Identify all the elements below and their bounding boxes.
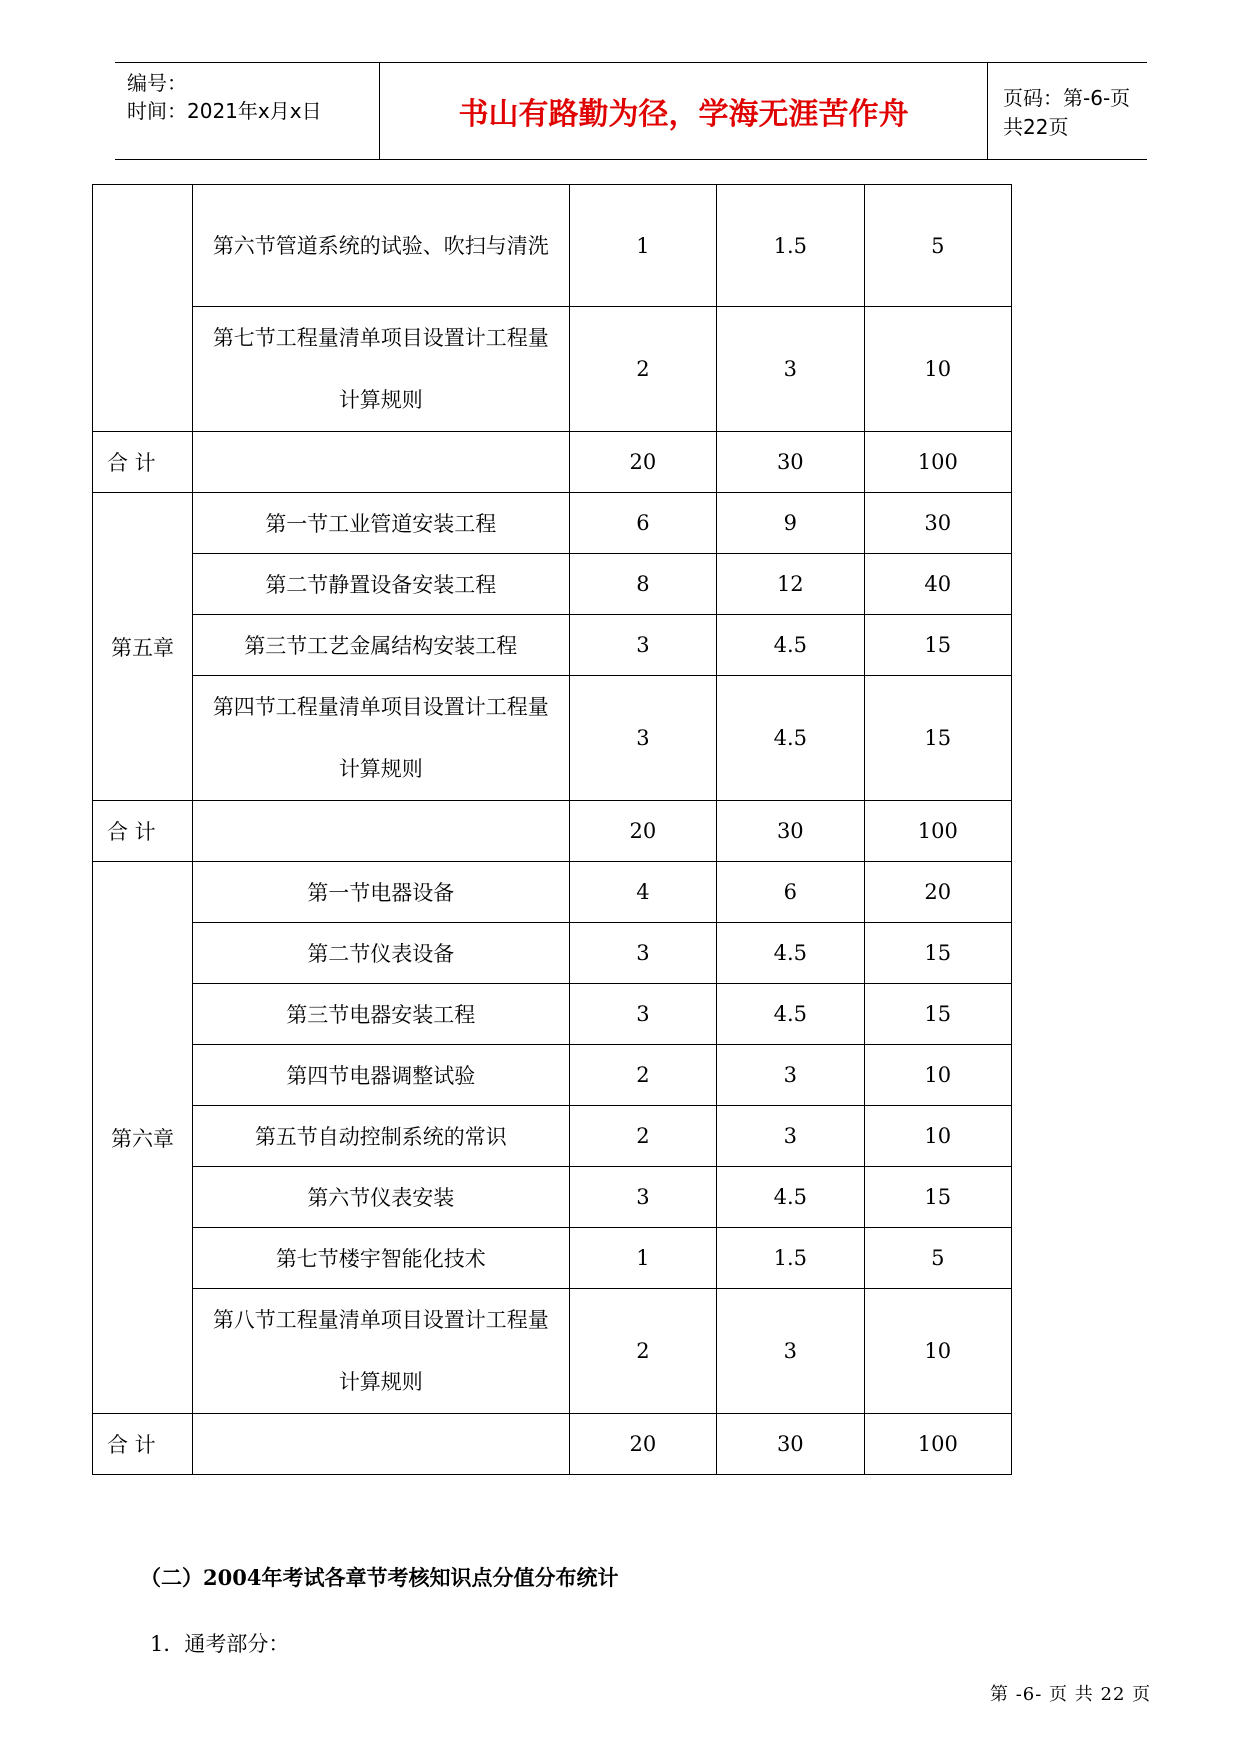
value-cell: 4 xyxy=(569,862,716,923)
value-cell: 30 xyxy=(717,1414,864,1475)
doc-number-label: 编号： xyxy=(127,71,187,95)
value-cell: 15 xyxy=(864,615,1011,676)
value-cell: 5 xyxy=(864,185,1011,307)
value-cell: 30 xyxy=(717,801,864,862)
total-label: 合 计 xyxy=(93,432,193,493)
value-cell: 2 xyxy=(569,1045,716,1106)
value-cell: 100 xyxy=(864,801,1011,862)
value-cell: 30 xyxy=(864,493,1011,554)
table-row xyxy=(93,1228,1012,1289)
value-cell: 15 xyxy=(864,676,1011,801)
header-divider xyxy=(987,63,988,159)
header-meta xyxy=(127,69,322,125)
section-cell: 第二节静置设备安装工程 xyxy=(192,554,569,615)
value-cell: 10 xyxy=(864,1106,1011,1167)
table-row xyxy=(93,1045,1012,1106)
total-row xyxy=(93,801,1012,862)
section-cell: 第七节工程量清单项目设置计工程量计算规则 xyxy=(192,307,569,432)
value-cell: 10 xyxy=(864,1289,1011,1414)
total-label: 合 计 xyxy=(93,1414,193,1475)
section-cell: 第六节管道系统的试验、吹扫与清洗 xyxy=(192,185,569,307)
value-cell: 1.5 xyxy=(717,185,864,307)
total-row xyxy=(93,1414,1012,1475)
table-row xyxy=(93,493,1012,554)
section-cell: 第五节自动控制系统的常识 xyxy=(192,1106,569,1167)
table-row xyxy=(93,554,1012,615)
section-cell: 第四节工程量清单项目设置计工程量计算规则 xyxy=(192,676,569,801)
page-footer: 第 -6- 页 共 22 页 xyxy=(990,1684,1152,1705)
value-cell: 20 xyxy=(569,1414,716,1475)
value-cell: 15 xyxy=(864,984,1011,1045)
value-cell: 3 xyxy=(569,1167,716,1228)
table-row xyxy=(93,984,1012,1045)
value-cell: 6 xyxy=(569,493,716,554)
value-cell: 20 xyxy=(569,432,716,493)
table-row xyxy=(93,185,1012,307)
section-cell: 第六节仪表安装 xyxy=(192,1167,569,1228)
value-cell: 40 xyxy=(864,554,1011,615)
table-row xyxy=(93,1167,1012,1228)
value-cell: 6 xyxy=(717,862,864,923)
page-header xyxy=(115,62,1147,160)
value-cell: 3 xyxy=(717,1289,864,1414)
value-cell: 3 xyxy=(569,676,716,801)
value-cell: 2 xyxy=(569,1289,716,1414)
value-cell: 4.5 xyxy=(717,615,864,676)
section-cell: 第四节电器调整试验 xyxy=(192,1045,569,1106)
section-cell xyxy=(192,801,569,862)
value-cell: 100 xyxy=(864,1414,1011,1475)
value-cell: 3 xyxy=(569,923,716,984)
value-cell: 100 xyxy=(864,432,1011,493)
value-cell: 1.5 xyxy=(717,1228,864,1289)
section-cell: 第一节工业管道安装工程 xyxy=(192,493,569,554)
value-cell: 1 xyxy=(569,1228,716,1289)
table-row xyxy=(93,676,1012,801)
value-cell: 10 xyxy=(864,1045,1011,1106)
list-item: 1．通考部分： xyxy=(150,1632,290,1656)
value-cell: 15 xyxy=(864,923,1011,984)
chapter-cell: 第五章 xyxy=(93,493,193,801)
section-cell xyxy=(192,1414,569,1475)
table-row xyxy=(93,1106,1012,1167)
doc-time-label: 时间：2021年x月x日 xyxy=(127,99,322,123)
section-cell xyxy=(192,432,569,493)
value-cell: 8 xyxy=(569,554,716,615)
table-row xyxy=(93,615,1012,676)
total-label: 合 计 xyxy=(93,801,193,862)
section-cell: 第一节电器设备 xyxy=(192,862,569,923)
value-cell: 20 xyxy=(864,862,1011,923)
value-cell: 3 xyxy=(569,615,716,676)
value-cell: 20 xyxy=(569,801,716,862)
value-cell: 3 xyxy=(569,984,716,1045)
section-cell: 第三节工艺金属结构安装工程 xyxy=(192,615,569,676)
value-cell: 30 xyxy=(717,432,864,493)
value-cell: 5 xyxy=(864,1228,1011,1289)
value-cell: 4.5 xyxy=(717,676,864,801)
section-cell: 第八节工程量清单项目设置计工程量计算规则 xyxy=(192,1289,569,1414)
value-cell: 4.5 xyxy=(717,923,864,984)
value-cell: 4.5 xyxy=(717,1167,864,1228)
value-cell: 3 xyxy=(717,1106,864,1167)
table-row xyxy=(93,307,1012,432)
section-heading: （二）2004年考试各章节考核知识点分值分布统计 xyxy=(140,1565,619,1590)
section-cell: 第三节电器安装工程 xyxy=(192,984,569,1045)
total-row xyxy=(93,432,1012,493)
value-cell: 3 xyxy=(717,307,864,432)
table-row xyxy=(93,1289,1012,1414)
header-motto: 书山有路勤为径，学海无涯苦作舟 xyxy=(458,97,909,132)
value-cell: 12 xyxy=(717,554,864,615)
header-page-number: 页码：第-6-页 共22页 xyxy=(1003,86,1131,139)
value-cell: 2 xyxy=(569,307,716,432)
value-cell: 4.5 xyxy=(717,984,864,1045)
chapter-cell: 第六章 xyxy=(93,862,193,1414)
value-cell: 9 xyxy=(717,493,864,554)
value-cell: 2 xyxy=(569,1106,716,1167)
section-cell: 第七节楼宇智能化技术 xyxy=(192,1228,569,1289)
value-cell: 10 xyxy=(864,307,1011,432)
score-table xyxy=(92,184,1012,1475)
table-row xyxy=(93,923,1012,984)
value-cell: 15 xyxy=(864,1167,1011,1228)
chapter-cell xyxy=(93,185,193,432)
section-cell: 第二节仪表设备 xyxy=(192,923,569,984)
value-cell: 1 xyxy=(569,185,716,307)
table-row xyxy=(93,862,1012,923)
value-cell: 3 xyxy=(717,1045,864,1106)
